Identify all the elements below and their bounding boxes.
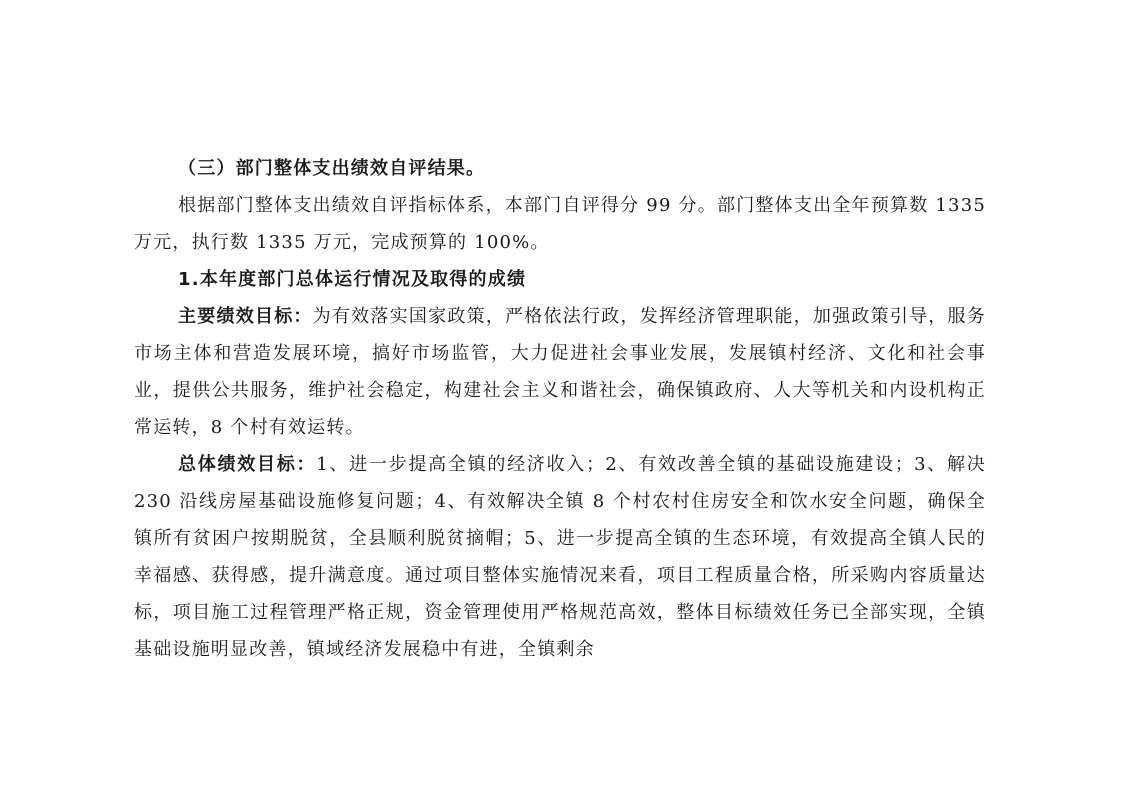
section-heading: （三）部门整体支出绩效自评结果。 [178,158,486,179]
main-goal-paragraph [134,298,986,446]
overall-goal-text: 1、进一步提高全镇的经济收入；2、有效改善全镇的基础设施建设；3、解决 230 沿线房屋基础设施修复问题；4、有效解决全镇 8 个村农村住房安全和饮水安全问题，确保全镇所有贫困户按期脱贫，全县顺利脱贫摘帽；5、进一步提高全镇的生态环境，有效提高全镇人民的幸福感、获得感，提升满意度。通过项目整体实施情况来看，项目工程质量合格，所采购内容质量达标，项目施工过程管理严格正规，资金管理使用严格规范高效，整体目标绩效任务已全部实现，全镇基础设施明显改善，镇域经济发展稳中有进，全镇剩余 [134,454,986,660]
subheading: 1.本年度部门总体运行情况及取得的成绩 [178,269,527,290]
document-body [134,150,986,668]
main-goal-label: 主要绩效目标： [178,306,313,327]
overall-goal-paragraph [134,446,986,668]
overall-goal-label: 总体绩效目标： [178,454,317,475]
intro-paragraph: 根据部门整体支出绩效自评指标体系，本部门自评得分 99 分。部门整体支出全年预算数 1335 万元，执行数 1335 万元，完成预算的 100%。 [134,195,986,253]
main-goal-text: 为有效落实国家政策，严格依法行政，发挥经济管理职能，加强政策引导，服务市场主体和营造发展环境，搞好市场监管，大力促进社会事业发展，发展镇村经济、文化和社会事业，提供公共服务，维护社会稳定，构建社会主义和谐社会，确保镇政府、人大等机关和内设机构正常运转，8 个村有效运转。 [134,306,986,438]
